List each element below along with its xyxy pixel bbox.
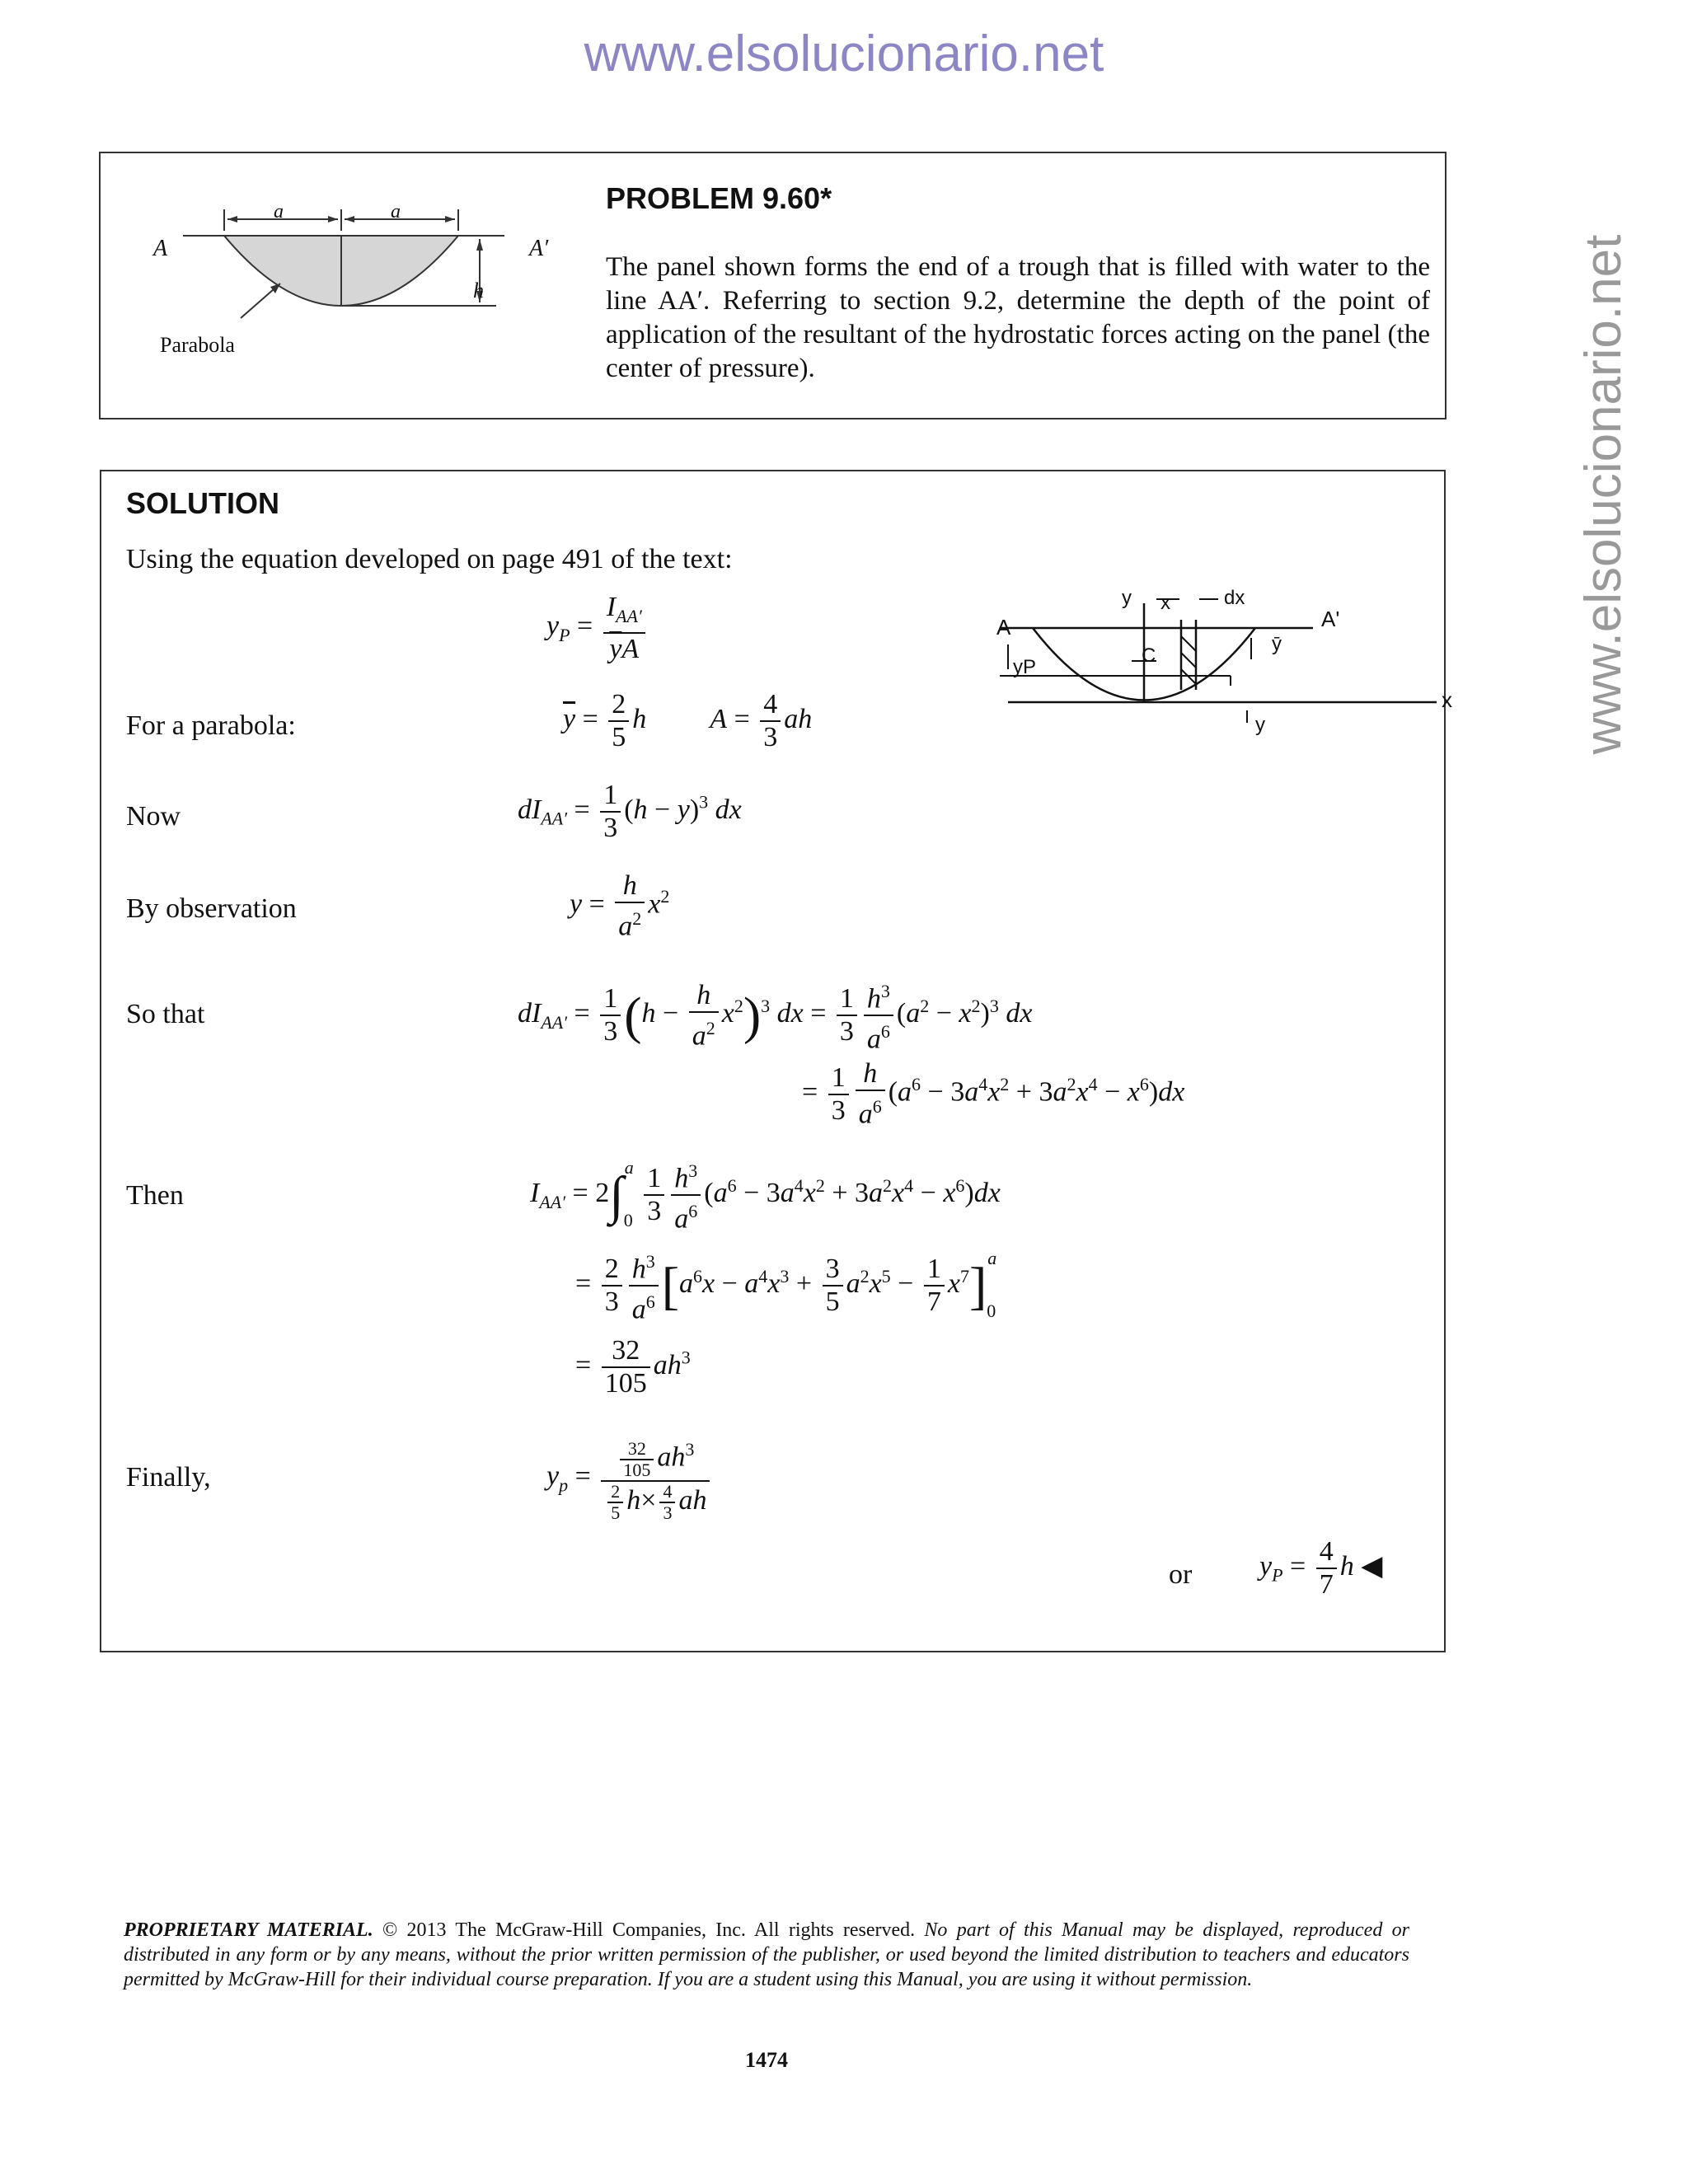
sketch-label-y-axis: y: [1255, 714, 1265, 736]
sketch-label-y-top: y: [1122, 587, 1132, 609]
problem-text: The panel shown forms the end of a trough that is filled with water to the line AA′. Referring to section 9.2, determine the depth of the point of application of the resultant of the hydrostatic forces acting on the panel (the center of pressure).: [606, 252, 1430, 383]
equation-parabola-properties: $\overline{y}$ = $\frac{2}{5}$ h A = $\frac{4}{3}$ ah: [563, 689, 813, 752]
fig-dim-h: h: [473, 279, 484, 302]
equation-i-evaluated: = $\frac{2}{3}$ $\frac{h^3}{a^6}$ [$a^6x - a^4x^3$ + $\frac{3}{5}$ $a^2x^5$ − $\frac{1}{7}$ $x^7]_0^a$: [575, 1248, 997, 1325]
footer-bold: PROPRIETARY MATERIAL.: [124, 1919, 373, 1941]
sketch-label-x-axis: x: [1442, 687, 1452, 712]
equation-i-result: = $\frac{32}{105}$ $ah^3$: [575, 1335, 691, 1399]
page-number: 1474: [745, 2048, 788, 2072]
sketch-label-ybar: ȳ: [1272, 633, 1282, 655]
label-now: Now: [126, 801, 181, 832]
sketch-label-x-top: x: [1160, 592, 1170, 614]
fig-label-a-right: A′: [529, 236, 549, 261]
solution-sketch: [983, 587, 1461, 735]
label-by-observation: By observation: [126, 893, 297, 924]
watermark-top: www.elsolucionario.net: [584, 26, 1104, 82]
footer-italic: No part of this Manual may be displayed, reproduced or distributed in any form or by any means, without the prior written permission of the publisher, or used beyond the limited distribution to teachers and educators permitted by McGraw-Hill for their individual course preparation. If you are a student using this Manual, you are using it without permission.: [124, 1919, 1409, 1990]
sketch-label-dx: dx: [1224, 587, 1245, 609]
equation-yp-substituted: $y_p$ = $\frac{32}{105}$ $ah^3$ $\frac{2}{5}$ h× $\frac{4}{3}$ ah: [546, 1434, 713, 1523]
final-answer: $y_P$ = $\frac{4}{7}$ h ◀: [1259, 1536, 1383, 1600]
problem-title: PROBLEM 9.60*: [606, 181, 832, 215]
label-then: Then: [126, 1180, 184, 1211]
label-so-that: So that: [126, 999, 205, 1029]
equation-yp-definition: $y_P$ = $\frac{I_{AA'}}{\overline{y}A}$: [546, 592, 649, 665]
watermark-side: www.elsolucionario.net: [1575, 234, 1632, 755]
sketch-label-a-prime: A': [1321, 607, 1340, 631]
label-or: or: [1169, 1559, 1193, 1590]
sketch-label-yp: yP: [1013, 656, 1037, 678]
solution-intro: Using the equation developed on page 491 of the text:: [126, 544, 733, 574]
fig-label-a-left: A: [153, 236, 168, 261]
footer-normal: © 2013 The McGraw-Hill Companies, Inc. All rights reserved.: [373, 1919, 925, 1941]
fig-parabola-label: Parabola: [160, 333, 235, 357]
equation-i-integral: $I_{AA'} = 2\int_0^a$ $\frac{1}{3}$ $\frac{h^3}{a^6}$ $(a^6 - 3a^4x^2 + 3a^2x^4 - x^6)dx$: [530, 1157, 1001, 1235]
fig-dim-a-right: a: [391, 201, 401, 223]
equation-parabola-curve: y = $\frac{h}{a^2}$ $x^2$: [570, 870, 670, 942]
label-finally: Finally,: [126, 1462, 211, 1493]
solution-title: SOLUTION: [126, 486, 279, 520]
fig-dim-a-left: a: [274, 201, 284, 223]
answer-marker-icon: ◀: [1361, 1550, 1383, 1582]
sketch-label-a: A: [996, 615, 1011, 640]
problem-box: [99, 152, 1447, 419]
sketch-label-c: C: [1142, 644, 1156, 667]
label-for-parabola: For a parabola:: [126, 710, 296, 741]
equation-di-expanded: = $\frac{1}{3}$ $\frac{h}{a^6}$ $(a^6 - 3a^4x^2 + 3a^2x^4 - x^6)dx$: [802, 1058, 1185, 1130]
equation-di-substituted: $dI_{AA'}$ = $\frac{1}{3}$ (h − $\frac{h}{a^2}$ $x^2)^3$ dx = $\frac{1}{3}$ $\frac{h^3}{a^6}$ $(a^2 - x^2)^3$ dx: [518, 979, 1033, 1055]
solution-box: [100, 470, 1452, 1652]
footer-copyright: [124, 1918, 1409, 1992]
equation-di-element: $dI_{AA'}$ = $\frac{1}{3}$ $(h - y)^3$ dx: [518, 780, 742, 843]
